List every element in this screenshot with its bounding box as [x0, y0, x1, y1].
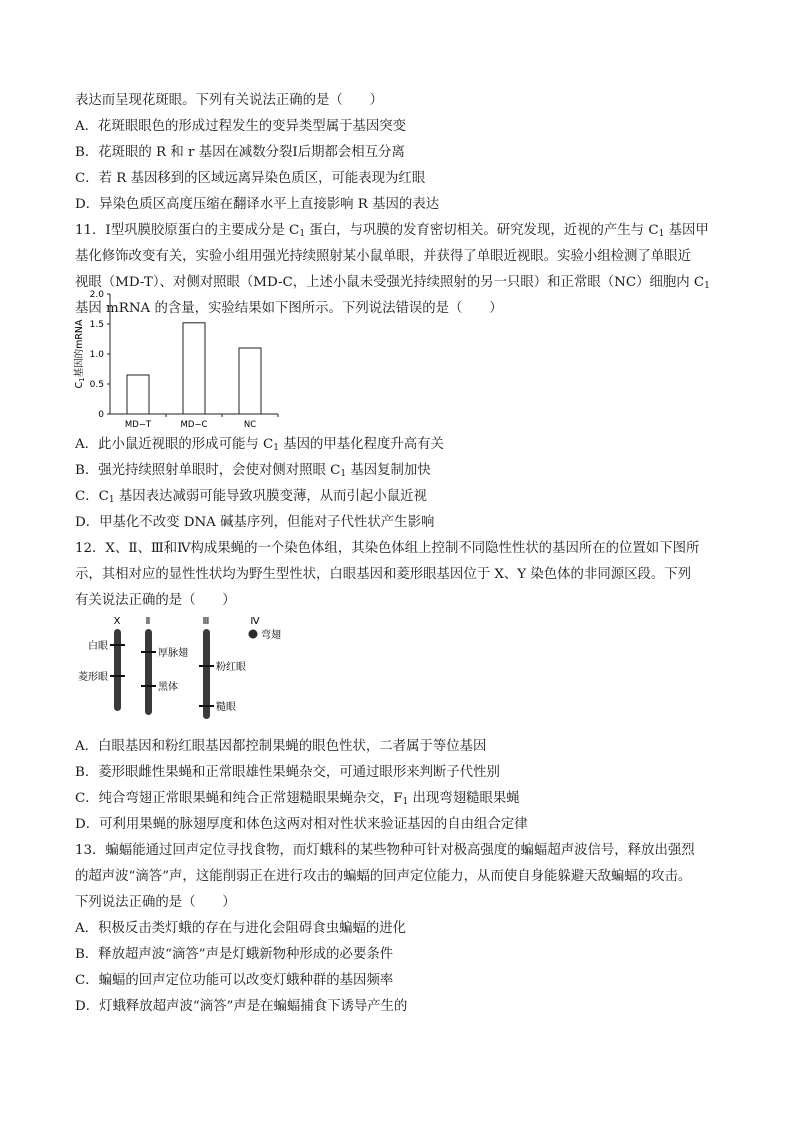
chart-y-tick-label: 2.0 [89, 290, 104, 300]
q10-option-c: C．若 R 基因移到的区域远离异染色质区，可能表现为红眼 [75, 171, 426, 186]
gene-label-black-body: 黑体 [158, 682, 178, 693]
mrna-bar-chart [70, 286, 290, 434]
gene-label-pink-eye: 粉红眼 [216, 662, 246, 673]
q12-stem-line-2: 示，其相对应的显性性状均为野生型性状，白眼基因和菱形眼基因位于 X、Y 染色体的非同源区段。下列 [75, 567, 692, 582]
q12-stem-line-3: 有关说法正确的是（ ） [75, 593, 236, 608]
chart-bar [183, 323, 205, 414]
q10-stem-tail: 表达而呈现花斑眼。下列有关说法正确的是（ ） [75, 93, 383, 108]
q12-option-d: D．可利用果蝇的脉翅厚度和体色这两对相对性状来验证基因的自由组合定律 [75, 817, 528, 832]
q11-option-d: D．甲基化不改变 DNA 碱基序列，但能对子代性状产生影响 [75, 515, 435, 530]
chart-x-tick-label: MD−C [180, 420, 208, 430]
chart-y-tick-label: 0 [98, 410, 104, 420]
q13-option-b: B．释放超声波“滴答”声是灯蛾新物种形成的必要条件 [75, 947, 394, 962]
gene-label-rough-eye: 糙眼 [216, 702, 236, 713]
chromosome-label-iv: Ⅳ [250, 616, 260, 627]
q12-option-b: B．菱形眼雌性果蝇和正常眼雄性果蝇杂交，可通过眼形来判断子代性别 [75, 765, 500, 780]
chart-plot-area [90, 290, 278, 430]
gene-label-bent-wing: 弯翅 [261, 630, 281, 641]
chromosome-label-iii: Ⅲ [202, 616, 210, 627]
q11-stem-line-4: 基因 mRNA 的含量，实验结果如下图所示。下列说法错误的是（ ） [75, 301, 503, 316]
q11-stem-line-2: 基化修饰改变有关，实验小组用强光持续照射某小鼠单眼，并获得了单眼近视眼。实验小组检测了单眼近 [75, 249, 691, 264]
chromosome-x [114, 629, 121, 711]
chart-y-tick-label: 0.5 [89, 380, 104, 390]
gene-label-lozenge-eye: 菱形眼 [78, 672, 108, 683]
chromosome-diagram [70, 612, 300, 722]
q13-option-d: D．灯蛾释放超声波“滴答”声是在蝙蝠捕食下诱导产生的 [75, 999, 408, 1014]
chart-x-tick-label: MD−T [124, 420, 152, 430]
q12-option-c: C．纯合弯翅正常眼果蝇和纯合正常翅糙眼果蝇杂交，$F_1$ 出现弯翅糙眼果蝇 [75, 791, 520, 807]
chromosome-ii [145, 629, 152, 715]
q13-stem-line-1: 13．蝙蝠能通过回声定位寻找食物，而灯蛾科的某些物种可针对极高强度的蝙蝠超声波信号，释放出强烈 [75, 843, 695, 858]
q12-stem-line-1: 12．X、Ⅱ、Ⅲ和Ⅳ构成果蝇的一个染色体组，其染色体组上控制不同隐性性状的基因所在的位置如下图所 [75, 541, 700, 556]
chart-x-tick-label: NC [243, 420, 257, 430]
q11-stem-line-1: 11．Ⅰ型巩膜胶原蛋白的主要成分是 $C_1$ 蛋白，与巩膜的发育密切相关。研究发现，近视的产生与 $C_1$ 基因甲 [75, 223, 709, 239]
q13-option-c: C．蝙蝠的回声定位功能可以改变灯蛾种群的基因频率 [75, 973, 394, 988]
q11-option-b: B．强光持续照射单眼时，会使对侧对照眼 $C_1$ 基因复制加快 [75, 463, 431, 479]
chart-bar [239, 348, 261, 414]
q13-stem-line-3: 下列说法正确的是（ ） [75, 895, 236, 910]
chromosome-label-ii: Ⅱ [145, 616, 151, 627]
q10-option-b: B．花斑眼的 R 和 r 基因在减数分裂Ⅰ后期都会相互分离 [75, 145, 405, 160]
q13-option-a: A．积极反击类灯蛾的存在与进化会阻碍食虫蝙蝠的进化 [75, 921, 407, 936]
q10-option-a: A．花斑眼眼色的形成过程发生的变异类型属于基因突变 [75, 119, 407, 134]
gene-label-white-eye: 白眼 [88, 641, 108, 652]
q12-option-a: A．白眼基因和粉红眼基因都控制果蝇的眼色性状，二者属于等位基因 [75, 739, 487, 754]
chart-y-axis-label: $C_1$基因的mRNA [74, 319, 86, 389]
q11-stem-line-3: 视眼（MD-T）、对侧对照眼（MD-C，上述小鼠未受强光持续照射的另一只眼）和正常眼（NC）细胞内 $C_1$ [75, 275, 710, 291]
chart-y-tick-label: 1.5 [89, 320, 104, 330]
q11-option-a: A．此小鼠近视眼的形成可能与 $C_1$ 基因的甲基化程度升高有关 [75, 437, 444, 453]
chromosome-iv [249, 630, 258, 639]
q11-option-c: C．$C_1$ 基因表达减弱可能导致巩膜变薄，从而引起小鼠近视 [75, 489, 427, 505]
chart-y-tick-label: 1.0 [89, 350, 104, 360]
chart-bar [127, 375, 149, 414]
q13-stem-line-2: 的超声波“滴答”声，这能削弱正在进行攻击的蝙蝠的回声定位能力，从而使自身能躲避天敌蝙蝠的攻击。 [75, 869, 692, 884]
q10-option-d: D．异染色质区高度压缩在翻译水平上直接影响 R 基因的表达 [75, 197, 440, 212]
gene-label-thick-vein: 厚脉翅 [158, 648, 188, 659]
chromosome-label-x: X [113, 616, 121, 627]
